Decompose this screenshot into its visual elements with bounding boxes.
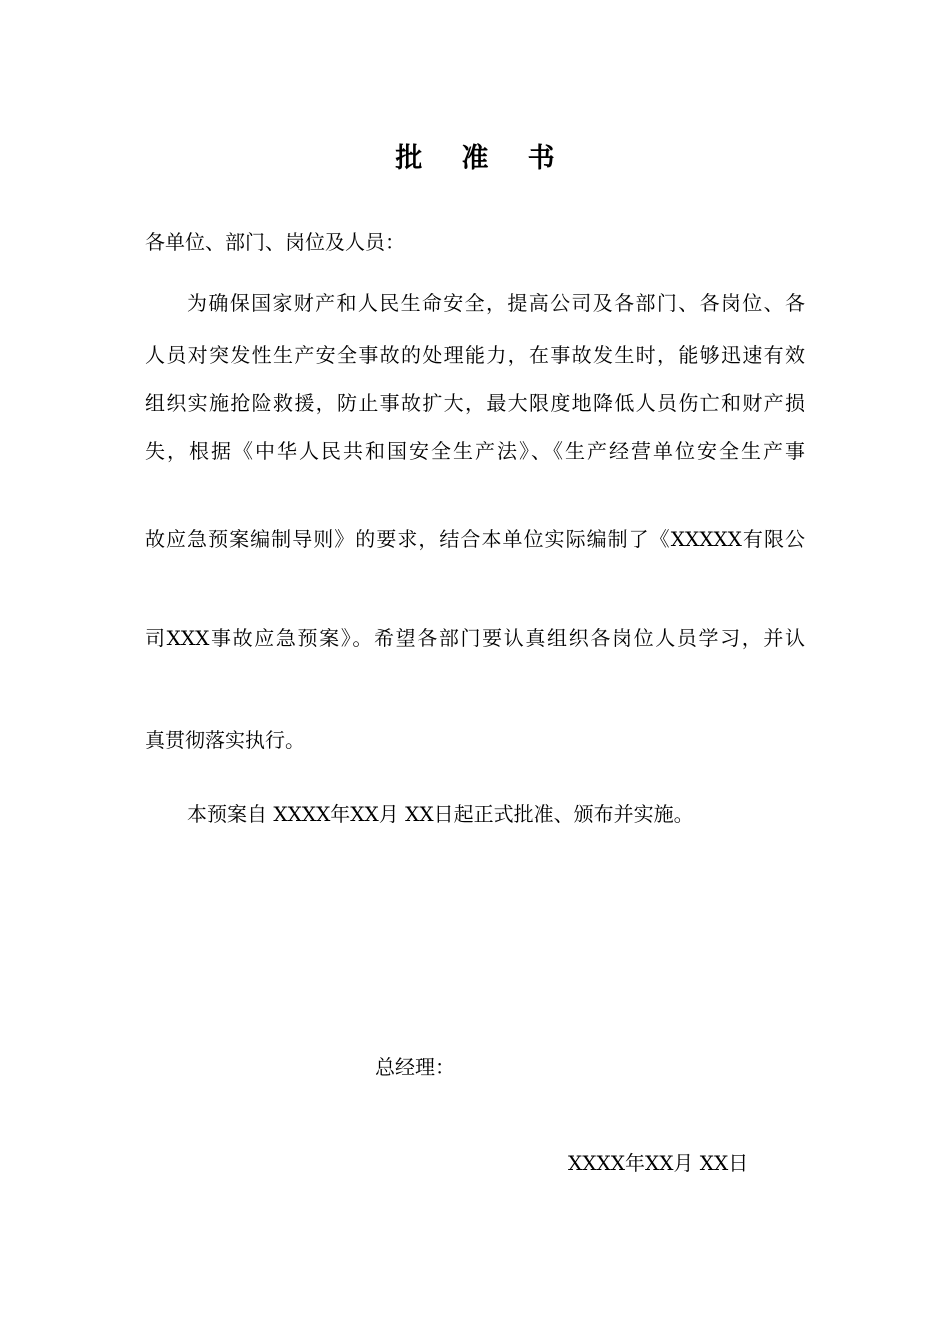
body-line-4: 失，根据《中华人民共和国安全生产法》、《生产经营单位安全生产事 — [145, 439, 805, 463]
salutation: 各单位、部门、岗位及人员： — [145, 230, 405, 254]
body-line-5: 故应急预案编制导则》的要求，结合本单位实际编制了《XXXXX有限公 — [145, 527, 805, 551]
body-line-3: 组织实施抢险救援，防止事故扩大，最大限度地降低人员伤亡和财产损 — [145, 391, 805, 415]
effective-statement: 本预案自 XXXX年XX月 XX日起正式批准、颁布并实施。 — [187, 802, 694, 826]
signatory-label: 总经理： — [375, 1055, 455, 1079]
body-line-1: 为确保国家财产和人民生命安全，提高公司及各部门、各岗位、各 — [187, 291, 805, 315]
body-line-7: 真贯彻落实执行。 — [145, 728, 305, 752]
date-line: XXXX年XX月 XX日 — [568, 1151, 749, 1175]
body-line-2: 人员对突发性生产安全事故的处理能力，在事故发生时，能够迅速有效 — [145, 343, 805, 367]
body-line-6: 司XXX事故应急预案》。希望各部门要认真组织各岗位人员学习，并认 — [145, 626, 805, 650]
document-title: 批 准 书 — [395, 143, 570, 174]
